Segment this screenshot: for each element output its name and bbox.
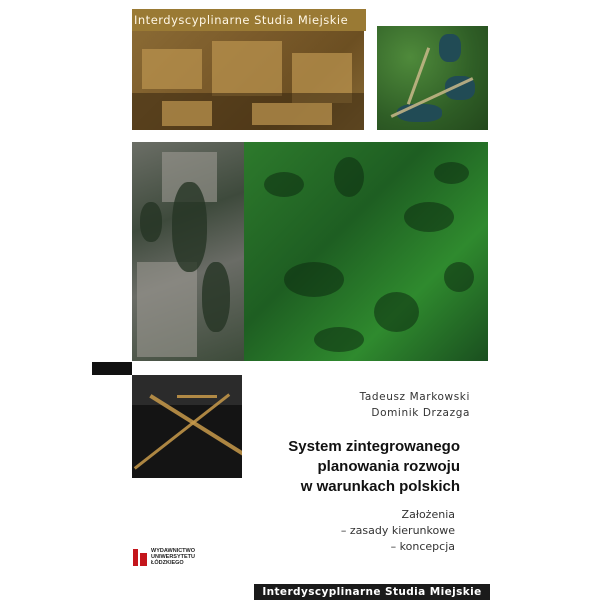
park-aerial-photo (377, 26, 488, 130)
subtitle-line: – koncepcja (390, 540, 455, 553)
night-street-photo (132, 375, 242, 478)
publisher-name: WYDAWNICTWO UNIWERSYTETU ŁÓDZKIEGO (151, 548, 195, 566)
title-line: planowania rozwoju (317, 458, 460, 475)
authors (300, 389, 470, 421)
author-name: Tadeusz Markowski (359, 391, 470, 403)
book-title (230, 437, 460, 497)
publisher-logo (133, 548, 195, 566)
title-line: System zintegrowanego (288, 438, 460, 455)
series-label-bottom: Interdyscyplinarne Studia Miejskie (254, 584, 490, 600)
satellite-map-image (132, 142, 488, 361)
book-subtitle (300, 507, 455, 555)
subtitle-line: Założenia (401, 508, 455, 521)
satellite-grey-section (132, 142, 244, 361)
author-name: Dominik Drzazga (371, 407, 470, 419)
city-photo-sepia (132, 31, 364, 130)
publisher-mark-icon (133, 549, 147, 566)
black-accent-bar (92, 362, 132, 375)
subtitle-line: – zasady kierunkowe (340, 524, 455, 537)
satellite-green-section (244, 142, 488, 361)
series-label-top: Interdyscyplinarne Studia Miejskie (132, 9, 366, 31)
title-line: w warunkach polskich (300, 478, 460, 495)
